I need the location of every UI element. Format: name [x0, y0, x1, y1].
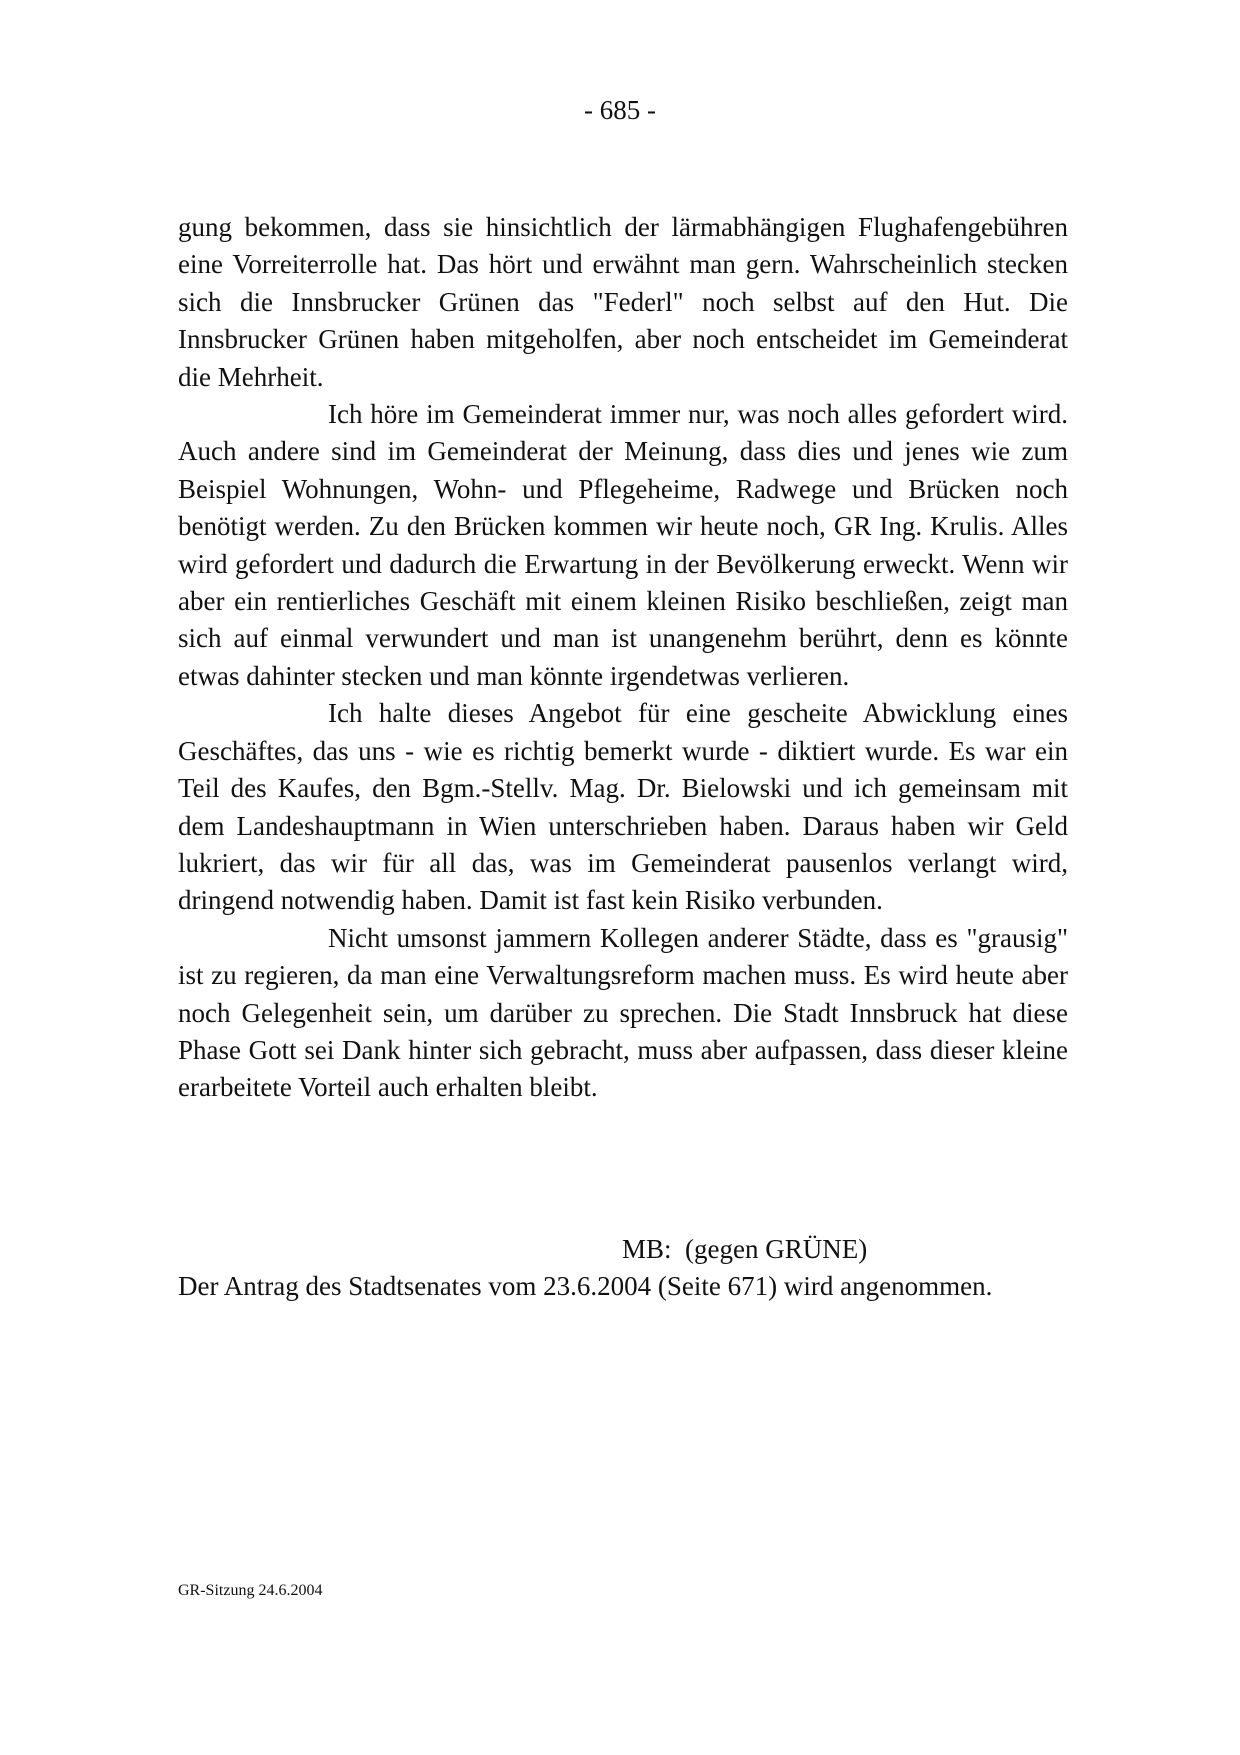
footer-session-date: GR-Sitzung 24.6.2004 — [178, 1582, 323, 1599]
speech-text — [178, 209, 1068, 1107]
paragraph: Ich höre im Gemeinderat immer nur, was noch alles gefordert wird. Auch andere sind im Gemeinderat der Meinung, dass dies und jenes wie zum Beispiel Wohnungen, Wohn- und Pflegeheime, Radwege und Brücken noch benötigt werden. Zu den Brücken kommen wir heute noch, GR Ing. Krulis. Alles wird gefordert und dadurch die Erwartung in der Bevölkerung erweckt. Wenn wir aber ein rentierliches Geschäft mit einem kleinen Risiko beschließen, zeigt man sich auf einmal verwundert und man ist unangenehm berührt, denn es könnte etwas dahinter stecken und man könnte irgendetwas verlieren. — [178, 399, 1068, 691]
paragraph: Nicht umsonst jammern Kollegen anderer Städte, dass es "grausig" ist zu regieren, da man eine Verwaltungsreform machen muss. Es wird heute aber noch Gelegenheit sein, um darüber zu sprechen. Die Stadt Innsbruck hat diese Phase Gott sei Dank hinter sich gebracht, muss aber aufpassen, dass dieser kleine erarbeitete Vorteil auch erhalten bleibt. — [178, 922, 1068, 1103]
paragraph: gung bekommen, dass sie hinsichtlich der lärmabhängigen Flughafengebühren eine Vorreiterrolle hat. Das hört und erwähnt man gern. Wahrscheinlich stecken sich die Innsbrucker Grünen das "Federl" noch selbst auf den Hut. Die Innsbrucker Grünen haben mitgeholfen, aber noch entscheidet im Gemeinderat die Mehrheit. — [178, 212, 1068, 392]
paragraph: Ich halte dieses Angebot für eine gescheite Abwicklung eines Geschäftes, das uns - wie es richtig bemerkt wurde - diktiert wurde. Es war ein Teil des Kaufes, den Bgm.-Stellv. Mag. Dr. Bielowski und ich gemeinsam mit dem Landeshauptmann in Wien unterschrieben haben. Daraus haben wir Geld lukriert, das wir für all das, was im Gemeinderat pausenlos verlangt wird, dringend notwendig haben. Damit ist fast kein Risiko verbunden. — [178, 698, 1068, 916]
page-number: - 685 - — [584, 95, 656, 125]
vote-label: MB: (gegen GRÜNE) — [622, 1234, 868, 1264]
resolution-statement: Der Antrag des Stadtsenates vom 23.6.2004 (Seite 671) wird angenommen. — [178, 1271, 993, 1301]
